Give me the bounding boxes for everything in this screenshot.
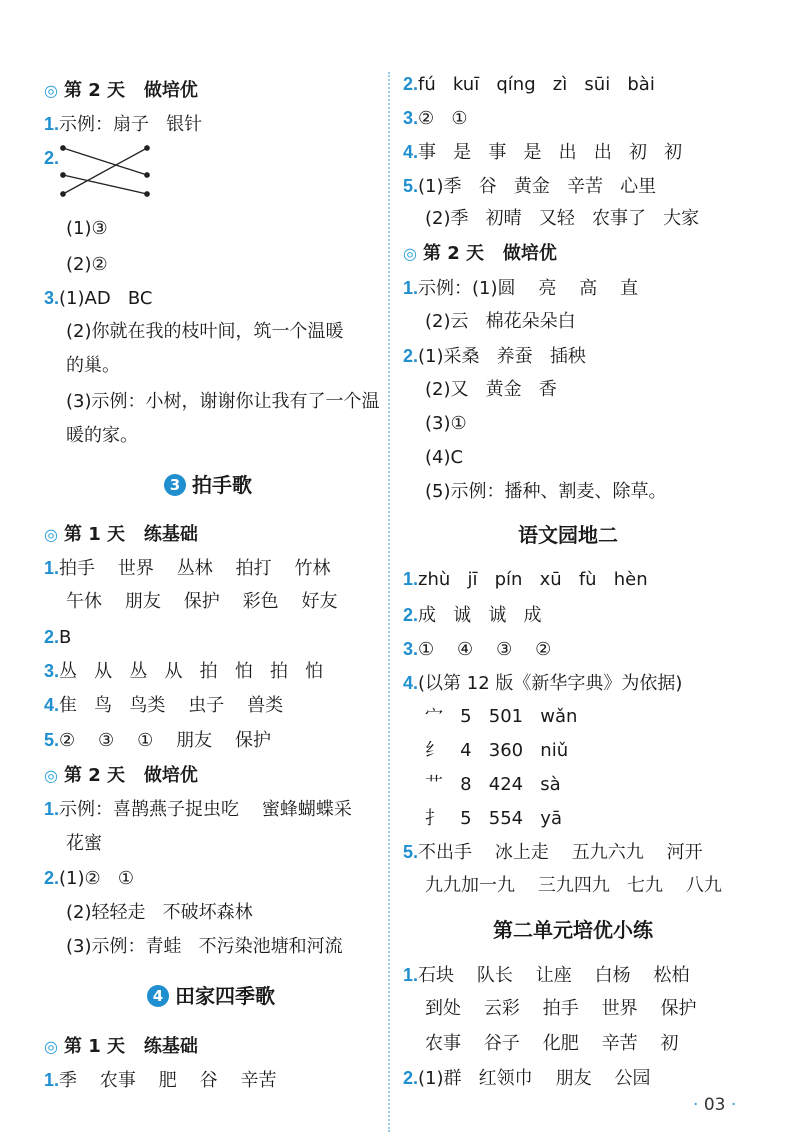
answer-line: 3.② ① (403, 108, 468, 129)
target-icon: ◎ (44, 525, 58, 544)
target-icon: ◎ (44, 81, 58, 100)
target-icon: ◎ (44, 766, 58, 785)
answer-line: (2)② (66, 254, 108, 275)
answer-line: (4)C (425, 447, 464, 468)
answer-line: 1.季 农事 肥 谷 辛苦 (44, 1070, 277, 1091)
answer-line: 4.事 是 事 是 出 出 初 初 (403, 142, 683, 163)
lesson-title: 3 拍手歌 (164, 472, 252, 498)
answer-line: 5.② ③ ① 朋友 保护 (44, 730, 271, 751)
answer-line: 2.fú kuī qíng zì sūi bài (403, 74, 655, 95)
answer-line: (3)① (425, 413, 467, 434)
lesson-title: 语文园地二 (518, 523, 618, 547)
answer-line: 4.(以第 12 版《新华字典》为依据) (403, 673, 683, 694)
answer-line: 艹 8 424 sà (425, 774, 561, 795)
answer-line: 2. (44, 148, 60, 168)
answer-line: (3)示例：青蛙 不污染池塘和河流 (66, 936, 343, 957)
answer-line: 2.(1)采桑 养蚕 插秧 (403, 346, 586, 367)
target-icon: ◎ (44, 1037, 58, 1056)
section-heading: ◎ 第 2 天 做培优 (44, 765, 198, 786)
answer-line: 1.示例：(1)圆 亮 高 直 (403, 278, 639, 299)
section-heading: ◎ 第 1 天 练基础 (44, 1036, 198, 1057)
section-heading: ◎ 第 1 天 练基础 (44, 524, 198, 545)
answer-line: 纟 4 360 niǔ (425, 740, 569, 761)
lesson-title: 4 田家四季歌 (147, 983, 275, 1009)
answer-line: 4.隹 鸟 鸟类 虫子 兽类 (44, 695, 284, 716)
answer-line: 1.zhù jī pín xū fù hèn (403, 569, 648, 590)
answer-line: (1)③ (66, 218, 108, 239)
answer-line: (2)轻轻走 不破坏森林 (66, 902, 253, 923)
answer-line: (3)示例：小树，谢谢你让我有了一个温 (66, 391, 380, 412)
answer-line: 2.(1)群 红领巾 朋友 公园 (403, 1068, 651, 1089)
answer-line: 1.拍手 世界 丛林 拍打 竹林 (44, 558, 331, 579)
answer-line: 午休 朋友 保护 彩色 好友 (66, 591, 338, 612)
answer-line: 九九加一九 三九四九 七九 八九 (425, 875, 722, 896)
answer-line: (2)云 棉花朵朵白 (425, 311, 576, 332)
answer-line: 2.(1)② ① (44, 868, 134, 889)
lesson-title: 第二单元培优小练 (493, 918, 653, 942)
answer-line: 到处 云彩 拍手 世界 保护 (425, 998, 697, 1019)
column-divider (388, 72, 390, 1132)
answer-line: 扌 5 554 yā (425, 808, 562, 829)
answer-line: (2)季 初晴 又轻 农事了 大家 (425, 208, 700, 229)
answer-line: 的巢。 (66, 355, 120, 376)
matching-diagram (57, 140, 157, 198)
answer-line: (2)又 黄金 香 (425, 379, 557, 400)
answer-line: (2)你就在我的枝叶间，筑一个温暖 (66, 321, 344, 342)
answer-line: 农事 谷子 化肥 辛苦 初 (425, 1033, 679, 1054)
answer-line: 5.不出手 冰上走 五九六九 河开 (403, 842, 703, 863)
section-heading: ◎ 第 2 天 做培优 (44, 80, 198, 101)
answer-line: 暖的家。 (66, 425, 138, 446)
answer-line: (5)示例：播种、割麦、除草。 (425, 481, 667, 502)
answer-line: 1.示例：喜鹊燕子捉虫吃 蜜蜂蝴蝶采 (44, 799, 352, 820)
page-number: · 03 · (693, 1095, 737, 1115)
answer-line: 宀 5 501 wǎn (425, 706, 578, 727)
answer-line: 2.B (44, 627, 72, 648)
answer-line: 2.成 诚 诚 成 (403, 605, 542, 626)
target-icon: ◎ (403, 244, 417, 263)
answer-line: 1.石块 队长 让座 白杨 松柏 (403, 965, 690, 986)
answer-line: 花蜜 (66, 833, 102, 854)
answer-line: 1.示例：扇子 银针 (44, 114, 203, 135)
answer-line: 5.(1)季 谷 黄金 辛苦 心里 (403, 176, 657, 197)
answer-line: 3.丛 从 丛 从 拍 怕 拍 怕 (44, 661, 324, 682)
answer-line: 3.① ④ ③ ② (403, 639, 552, 660)
section-heading: ◎ 第 2 天 做培优 (403, 243, 557, 264)
answer-line: 3.(1)AD BC (44, 288, 153, 309)
